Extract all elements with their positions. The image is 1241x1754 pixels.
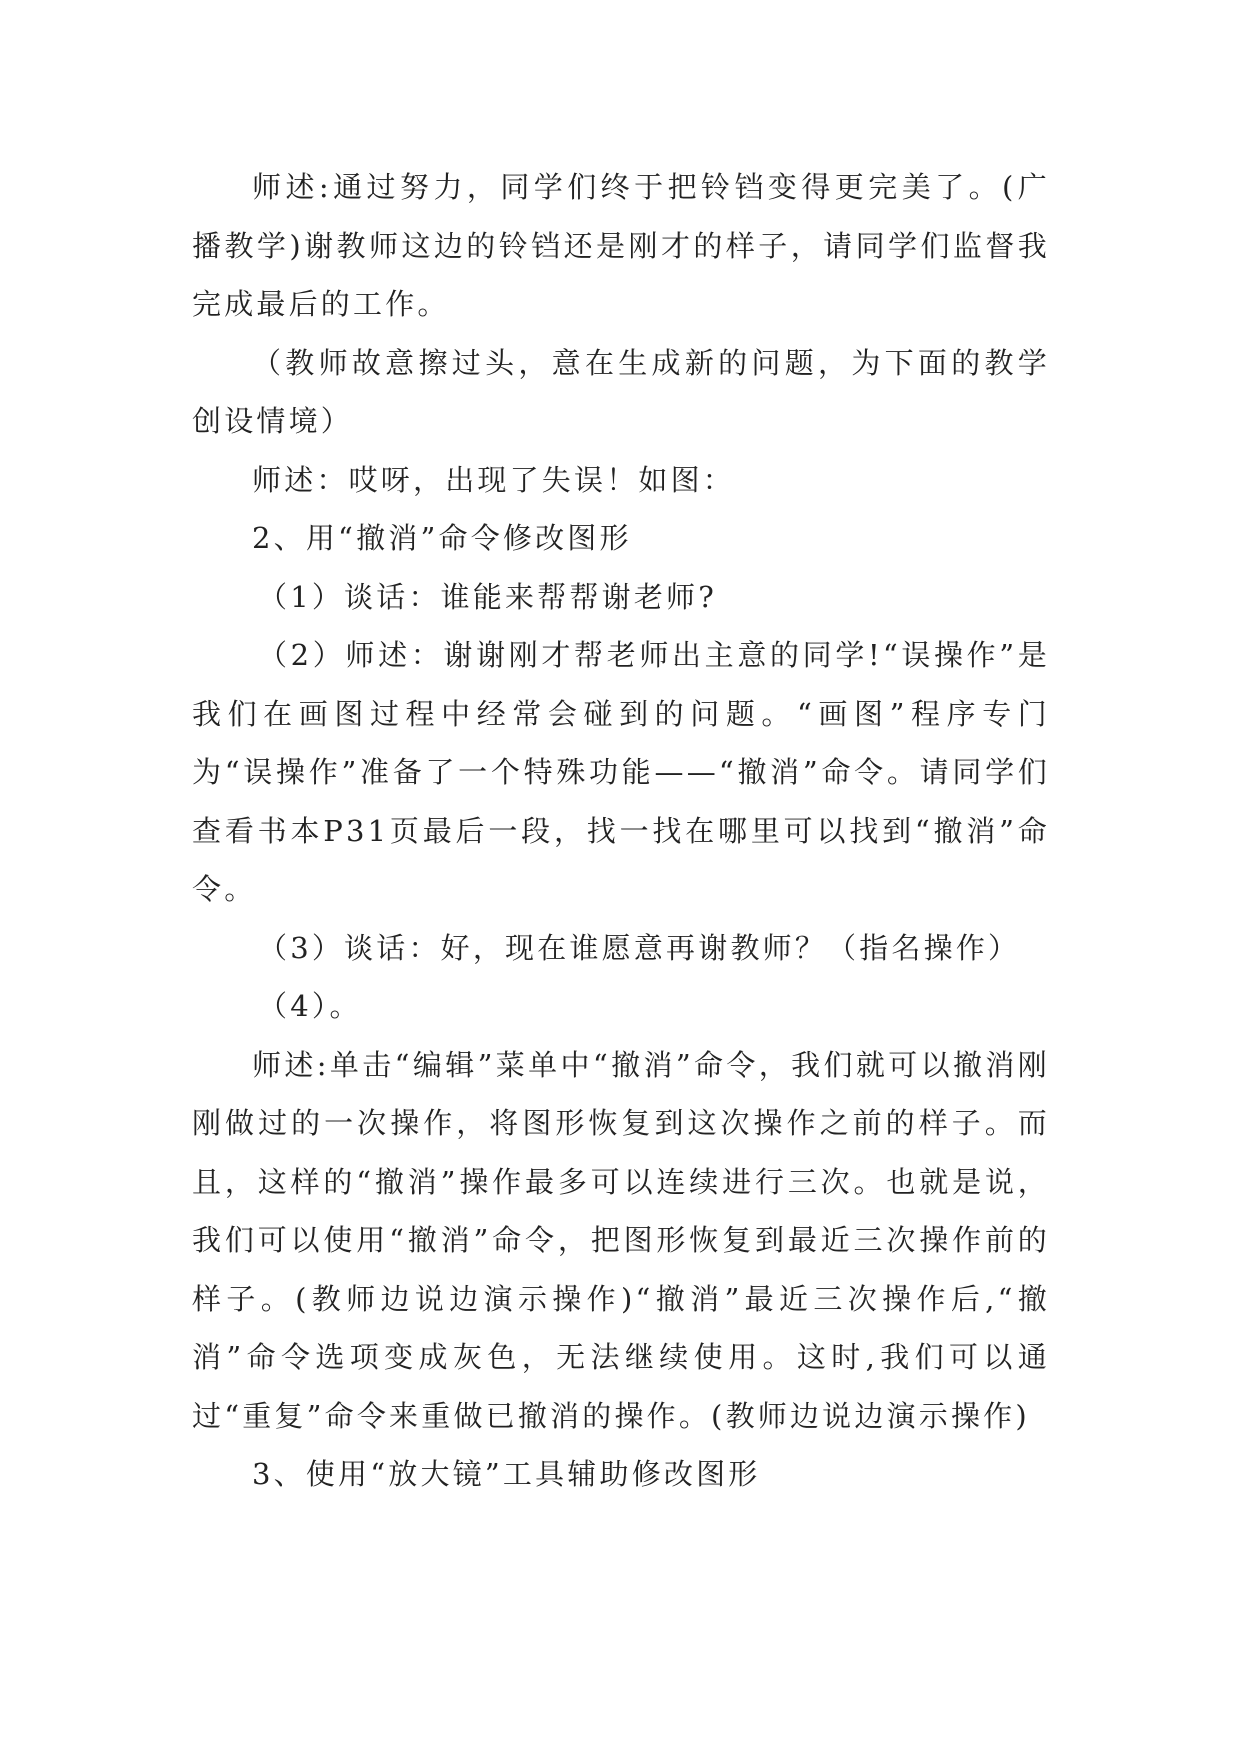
paragraph-step-1: （1）谈话：谁能来帮帮谢老师? <box>258 579 717 614</box>
paragraph-teacher-statement-2: 师述：哎呀，出现了失误！如图： <box>252 462 736 497</box>
section-heading-magnifier: 3、使用“放大镜”工具辅助修改图形 <box>252 1457 761 1491</box>
paragraph-teacher-statement-3: 师述:单击“编辑”菜单中“撤消”命令，我们就可以撤消刚刚做过的一次操作，将图形恢复到这次操作之前的样子。而且，这样的“撤消”操作最多可以连续进行三次。也就是说，我们可以使用“撤消”命令，把图形恢复到最近三次操作前的样子。(教师边说边演示操作)“撤消”最近三次操作后,“撤消”命令选项变成灰色，无法继续使用。这时,我们可以通过“重复”命令来重做已撤消的操作。(教师边说边演示操作) <box>192 1047 1050 1433</box>
paragraph-teacher-statement-1: 师述:通过努力，同学们终于把铃铛变得更完美了。(广播教学)谢教师这边的铃铛还是刚才的样子，请同学们监督我完成最后的工作。 <box>192 170 1050 321</box>
paragraph-step-2: （2）师述：谢谢刚才帮老师出主意的同学!“误操作”是我们在画图过程中经常会碰到的问题。“画图”程序专门为“误操作”准备了一个特殊功能——“撤消”命令。请同学们查看书本P31页最后一段，找一找在哪里可以找到“撤消”命令。 <box>192 638 1050 906</box>
paragraph-step-3: （3）谈话：好，现在谁愿意再谢教师？（指名操作） <box>258 930 1021 965</box>
paragraph-step-4: （4）。 <box>258 989 362 1023</box>
paragraph-teacher-note: （教师故意擦过头，意在生成新的问题，为下面的教学创设情境） <box>192 345 1050 438</box>
section-heading-undo: 2、用“撤消”命令修改图形 <box>252 521 632 555</box>
document-page <box>192 158 1050 1504</box>
